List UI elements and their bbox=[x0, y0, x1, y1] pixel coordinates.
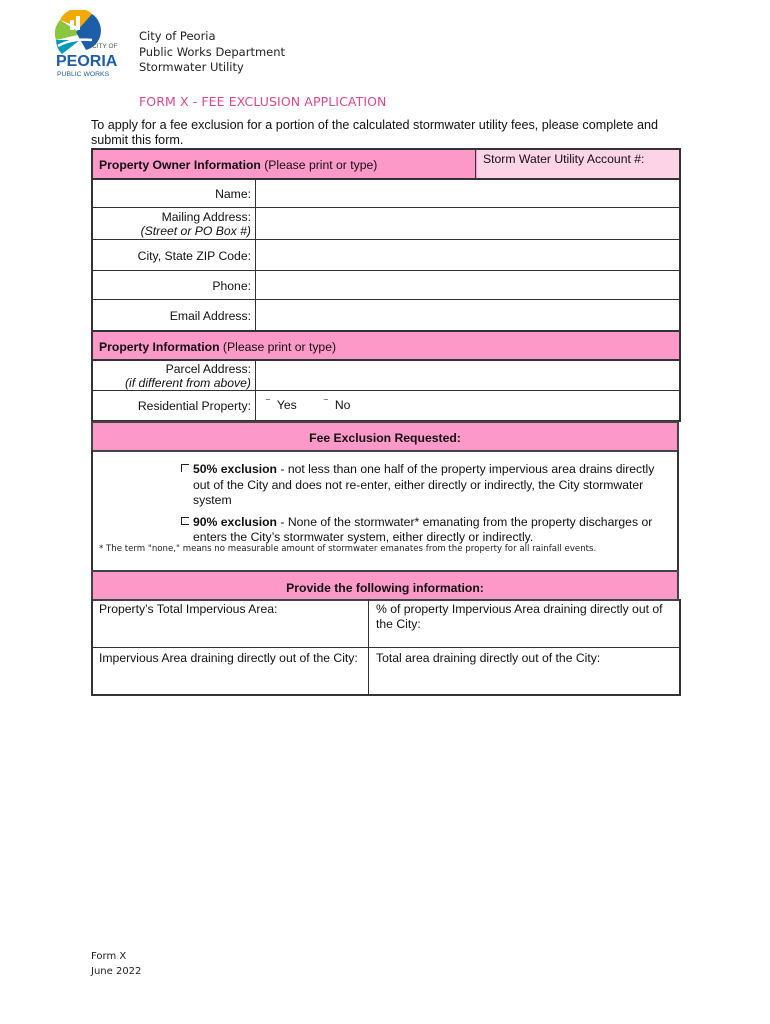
peoria-logo bbox=[52, 10, 124, 80]
mailing-address-sublabel: (Street or PO Box #) bbox=[140, 224, 251, 238]
name-label: Name: bbox=[215, 187, 251, 201]
exclusion-50-line-2: out of the City and does not re-enter, either directly or indirectly, the City stormwater bbox=[193, 477, 644, 492]
header-line-1: City of Peoria bbox=[139, 29, 216, 43]
exclusion-options bbox=[91, 450, 679, 572]
total-out-label: Total area draining directly out of the City: bbox=[376, 651, 601, 665]
parcel-address-label: Parcel Address: bbox=[165, 362, 251, 376]
page-footer bbox=[91, 949, 141, 979]
exclusion-50-title: 50% exclusion bbox=[193, 462, 277, 476]
owner-title-rest: (Please print or type) bbox=[260, 158, 378, 172]
no-checkbox[interactable]: ⁻ bbox=[323, 396, 329, 408]
property-fields bbox=[91, 359, 681, 422]
property-title-rest: (Please print or type) bbox=[219, 340, 337, 354]
info-fields bbox=[91, 599, 681, 696]
total-impervious-area-label: Property’s Total Impervious Area: bbox=[99, 602, 278, 616]
property-title-bold: Property Information bbox=[99, 340, 220, 354]
email-label: Email Address: bbox=[169, 309, 251, 323]
property-section-title bbox=[99, 340, 336, 354]
pct-impervious-label-1: % of property Impervious Area draining directly out of bbox=[376, 602, 663, 616]
parcel-address-sublabel: (if different from above) bbox=[125, 376, 251, 390]
phone-label: Phone: bbox=[212, 279, 251, 293]
exclusion-90-line-2: enters the City’s stormwater system, either directly or indirectly. bbox=[193, 530, 534, 544]
residential-yes-option[interactable] bbox=[265, 398, 297, 412]
logo-name: PEORIA bbox=[56, 53, 118, 70]
yes-label: Yes bbox=[276, 398, 297, 412]
header-line-2: Public Works Department bbox=[139, 44, 286, 59]
impervious-out-label: Impervious Area draining directly out of the City: bbox=[99, 651, 358, 665]
account-number-field[interactable] bbox=[477, 150, 679, 178]
owner-fields bbox=[91, 178, 681, 332]
header-line-3: Stormwater Utility bbox=[139, 60, 244, 74]
exclusion-section-title: Fee Exclusion Requested: bbox=[309, 431, 461, 445]
total-impervious-area-field[interactable] bbox=[93, 599, 367, 647]
logo-city-of: CITY OF bbox=[92, 43, 118, 50]
info-section-title: Provide the following information: bbox=[286, 581, 484, 595]
info-section-header bbox=[91, 570, 679, 601]
account-number-label: Storm Water Utility Account #: bbox=[483, 152, 645, 166]
exclusion-90-line-1: - None of the stormwater* emanating from the property discharges or bbox=[277, 515, 653, 529]
pct-impervious-field[interactable] bbox=[370, 599, 681, 647]
email-field[interactable] bbox=[257, 300, 681, 330]
mailing-address-field[interactable] bbox=[257, 208, 681, 239]
exclusion-90-option[interactable] bbox=[181, 515, 671, 545]
exclusion-section-header bbox=[91, 421, 679, 452]
form-title: FORM X - FEE EXCLUSION APPLICATION bbox=[139, 94, 387, 109]
logo-sub: PUBLIC WORKS bbox=[57, 71, 110, 78]
residential-property-label: Residential Property: bbox=[137, 399, 251, 413]
city-state-zip-label: City, State ZIP Code: bbox=[137, 249, 251, 263]
owner-title-bold: Property Owner Information bbox=[99, 158, 261, 172]
total-out-field[interactable] bbox=[370, 648, 681, 694]
no-label: No bbox=[334, 398, 351, 412]
impervious-out-field[interactable] bbox=[93, 648, 367, 694]
intro-text: To apply for a fee exclusion for a portion of the calculated stormwater utility fees, please complete and submit this form. bbox=[91, 118, 659, 147]
property-section-header bbox=[91, 330, 681, 361]
mailing-address-label: Mailing Address: bbox=[161, 210, 251, 224]
footer-form-name: Form X bbox=[91, 951, 127, 962]
phone-field[interactable] bbox=[257, 271, 681, 299]
exclusion-90-title: 90% exclusion bbox=[193, 515, 277, 529]
owner-section-header bbox=[91, 148, 681, 180]
exclusion-footnote: * The term "none," means no measurable amount of stormwater emanates from the property for all rainfall events. bbox=[99, 544, 597, 554]
yes-checkbox[interactable]: ⁻ bbox=[265, 396, 271, 408]
owner-section-title bbox=[99, 158, 377, 172]
exclusion-50-line-1: - not less than one half of the property impervious area drains directly bbox=[277, 462, 655, 476]
exclusion-90-checkbox[interactable] bbox=[181, 517, 189, 525]
parcel-address-field[interactable] bbox=[257, 359, 681, 390]
pct-impervious-label-2: the City: bbox=[376, 617, 421, 631]
residential-no-option[interactable] bbox=[323, 398, 350, 412]
exclusion-50-checkbox[interactable] bbox=[181, 464, 189, 472]
department-header bbox=[139, 29, 285, 76]
name-field[interactable] bbox=[257, 178, 681, 207]
city-state-zip-field[interactable] bbox=[257, 240, 681, 270]
footer-date: June 2022 bbox=[91, 966, 142, 977]
exclusion-50-option[interactable] bbox=[181, 462, 671, 509]
peoria-logo-mark bbox=[52, 10, 124, 80]
exclusion-50-line-3: system bbox=[193, 493, 232, 507]
